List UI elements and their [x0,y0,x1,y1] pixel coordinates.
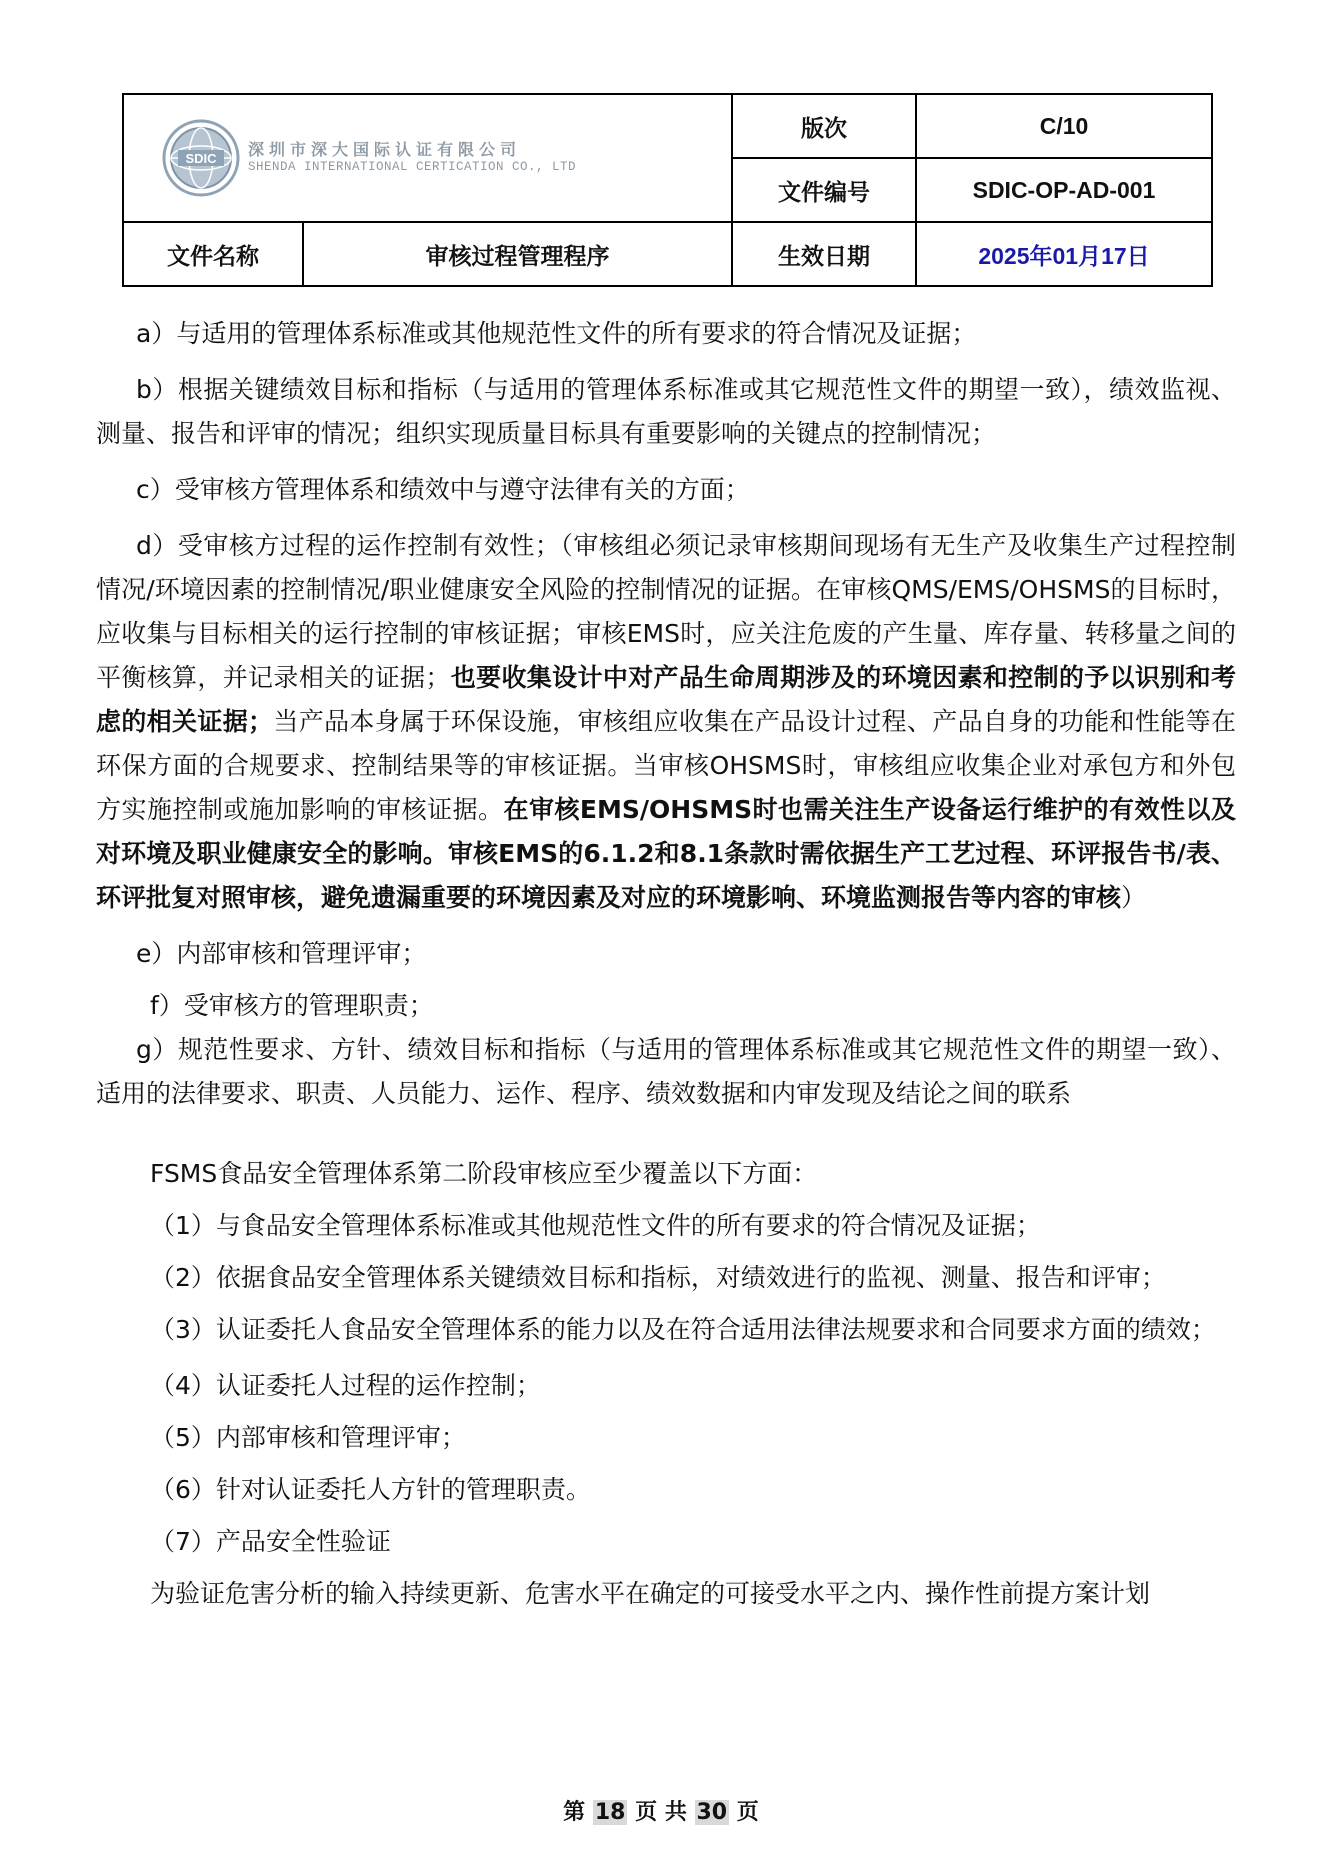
item-d-close: ） [1121,883,1147,912]
item-d [96,524,1236,920]
footer-prefix: 第 [563,1800,586,1825]
item-b: b）根据关键绩效目标和指标（与适用的管理体系标准或其它规范性文件的期望一致），绩效监视、测量、报告和评审的情况；组织实现质量目标具有重要影响的关键点的控制情况； [96,375,1236,448]
verification-text: 为验证危害分析的输入持续更新、危害水平在确定的可接受水平之内、操作性前提方案计划 [150,1579,1151,1608]
item-d-text-2: 当产品本身属于环保设施，审核组应收集在产品设计过程、产品自身的功能和性能等在环保方面的合规要求、控制结果等的审核证据。当审核OHSMS时，审核组应收集企业对承包方和外包方实施控制或施加影响的审核证据。 [96,707,1236,824]
version-value: C/10 [916,94,1212,158]
fsms-item-6: （6）针对认证委托人方针的管理职责。 [150,1475,591,1504]
fsms-item-2: （2）依据食品安全管理体系关键绩效目标和指标，对绩效进行的监视、测量、报告和评审； [150,1263,1166,1292]
version-label: 版次 [732,94,916,158]
current-page-number: 18 [594,1800,626,1825]
doc-name-label: 文件名称 [123,222,303,286]
fsms-item-4: （4）认证委托人过程的运作控制； [150,1371,541,1400]
doc-number-label: 文件编号 [732,158,916,222]
fsms-item-1: （1）与食品安全管理体系标准或其他规范性文件的所有要求的符合情况及证据； [150,1211,1041,1240]
item-d-bold-2: 在审核EMS/OHSMS时也需关注生产设备运行维护的有效性以及对环境及职业健康安全的影响。审核EMS的6.1.2和8.1条款时需依据生产工艺过程、环评报告书/表、环评批复对照审核，避免遗漏重要的环境因素及对应的环境影响、环境监测报告等内容的审核 [96,795,1236,912]
item-d-text-1: d）受审核方过程的运作控制有效性；（审核组必须记录审核期间现场有无生产及收集生产过程控制情况/环境因素的控制情况/职业健康安全风险的控制情况的证据。在审核QMS/EMS/OHSMS的目标时，应收集与目标相关的运行控制的审核证据；审核EMS时，应关注危废的产生量、库存量、转移量之间的平衡核算，并记录相关的证据； [96,531,1236,692]
company-name-en: SHENDA INTERNATIONAL CERTICATION CO., LTD [248,160,577,175]
logo-text: SDIC [185,151,217,166]
item-g: g）规范性要求、方针、绩效目标和指标（与适用的管理体系标准或其它规范性文件的期望一致）、适用的法律要求、职责、人员能力、运作、程序、绩效数据和内审发现及结论之间的联系 [96,1035,1236,1108]
page-footer [0,1795,1322,1826]
document-body [96,312,1236,1616]
doc-number-value: SDIC-OP-AD-001 [916,158,1212,222]
fsms-item-7: （7）产品安全性验证 [150,1527,391,1556]
item-f: f）受审核方的管理职责； [150,991,434,1020]
document-header-table [122,93,1213,287]
company-name-cn: 深圳市深大国际认证有限公司 [248,140,522,160]
company-logo-icon [162,119,240,197]
doc-name-value: 审核过程管理程序 [303,222,732,286]
fsms-item-3: （3）认证委托人食品安全管理体系的能力以及在符合适用法律法规要求和合同要求方面的绩效； [150,1315,1216,1344]
effective-date-value: 2025年01月17日 [916,222,1212,286]
company-logo-cell [123,94,732,222]
item-c: c）受审核方管理体系和绩效中与遵守法律有关的方面； [136,475,750,504]
effective-date-label: 生效日期 [732,222,916,286]
total-pages-number: 30 [696,1800,728,1825]
fsms-intro: FSMS食品安全管理体系第二阶段审核应至少覆盖以下方面： [150,1159,818,1188]
item-e: e）内部审核和管理评审； [136,939,427,968]
item-d-bold-1: 也要收集设计中对产品生命周期涉及的环境因素和控制的予以识别和考虑的相关证据； [96,663,1236,736]
item-a: a）与适用的管理体系标准或其他规范性文件的所有要求的符合情况及证据； [136,319,977,348]
footer-suffix: 页 [736,1800,759,1825]
fsms-item-5: （5）内部审核和管理评审； [150,1423,466,1452]
footer-middle: 页 共 [635,1800,687,1825]
